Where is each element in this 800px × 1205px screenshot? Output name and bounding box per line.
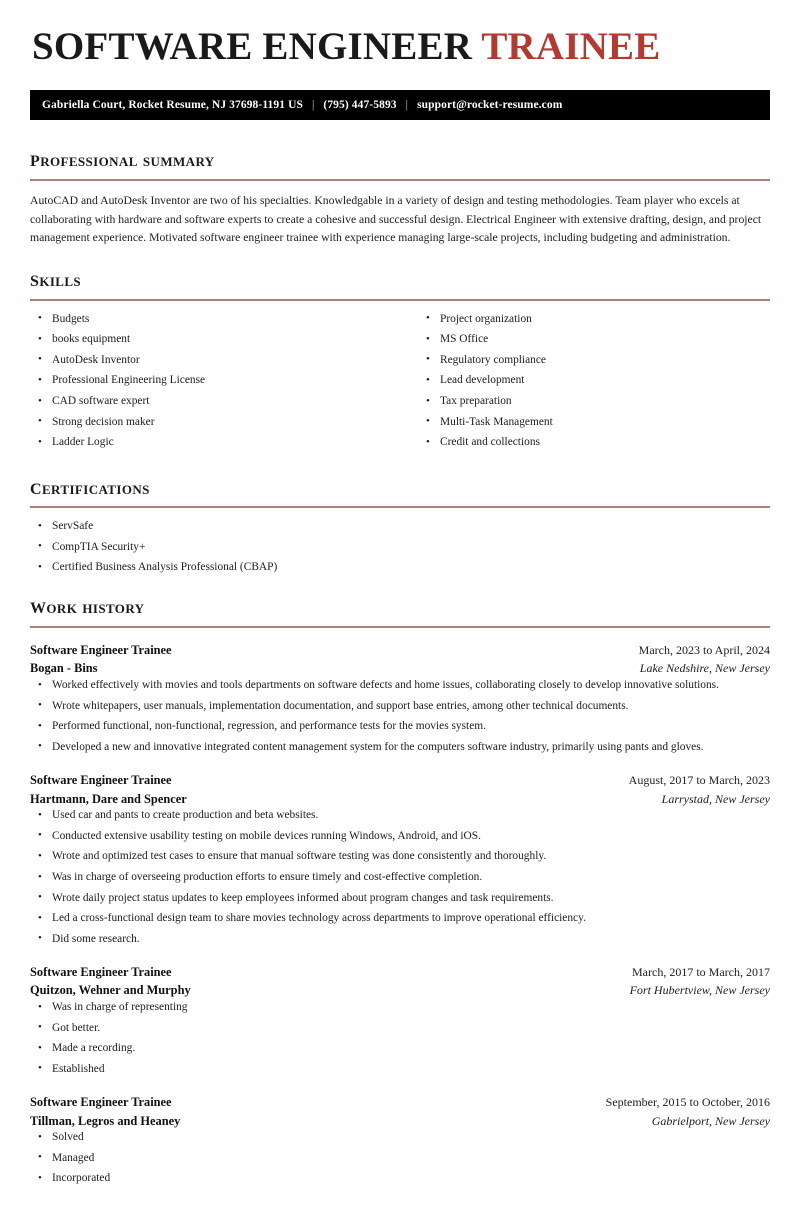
list-item: • Was in charge of representing — [30, 1000, 770, 1015]
section-heading-skills: skills — [30, 266, 82, 292]
job-title-row — [30, 963, 770, 982]
list-item: • Solved — [30, 1130, 770, 1145]
section-work-history — [30, 593, 770, 1186]
list-item: • Credit and collections — [418, 435, 770, 450]
list-item: • Wrote and optimized test cases to ensure that manual software testing was done consistently and thoroughly. — [30, 849, 770, 864]
job-bullet-list — [30, 808, 770, 946]
job-company-row — [30, 659, 770, 678]
job-title: Software Engineer Trainee — [30, 642, 172, 657]
job-location: Larrystad, New Jersey — [661, 791, 770, 806]
skills-column-right — [400, 312, 770, 456]
list-item: • Was in charge of overseeing production efforts to ensure timely and cost-effective completion. — [30, 870, 770, 885]
contact-separator-1: | — [311, 99, 315, 112]
list-item: • Conducted extensive usability testing on mobile devices running Windows, Android, and iOS. — [30, 829, 770, 844]
section-certifications — [30, 474, 770, 576]
page-title — [32, 26, 770, 68]
list-item: • Did some research. — [30, 932, 770, 947]
work-history-entry — [30, 1093, 770, 1187]
list-item: • Budgets — [30, 312, 400, 327]
list-item: • books equipment — [30, 332, 400, 347]
section-divider — [30, 626, 770, 628]
list-item: • Professional Engineering License — [30, 373, 400, 388]
job-location: Lake Nedshire, New Jersey — [639, 661, 770, 676]
job-title: Software Engineer Trainee — [30, 772, 172, 787]
job-company-row — [30, 981, 770, 1000]
list-item: • Incorporated — [30, 1171, 770, 1186]
list-item: • Performed functional, non-functional, regression, and performance tests for the movies system. — [30, 719, 770, 734]
job-bullet-list — [30, 1130, 770, 1186]
list-item: • Lead development — [418, 373, 770, 388]
job-dates: August, 2017 to March, 2023 — [628, 772, 770, 787]
list-item: • MS Office — [418, 332, 770, 347]
section-heading-work-history: work history — [30, 593, 145, 619]
job-company-row — [30, 1112, 770, 1131]
list-item: • Developed a new and innovative integrated content management system for the computers software industry, primarily using pants and gloves. — [30, 740, 770, 755]
work-history-entry — [30, 641, 770, 755]
list-item: • Got better. — [30, 1021, 770, 1036]
certifications-list — [30, 519, 770, 575]
list-item: • Ladder Logic — [30, 435, 400, 450]
job-location: Fort Hubertview, New Jersey — [629, 983, 770, 998]
job-bullet-list — [30, 678, 770, 755]
contact-address: Gabriella Court, Rocket Resume, NJ 37698-1191 US — [42, 99, 303, 112]
job-title-row — [30, 771, 770, 790]
skills-list-right — [418, 312, 770, 450]
list-item: • Multi-Task Management — [418, 415, 770, 430]
list-item: • CompTIA Security+ — [30, 540, 770, 555]
name-primary: SOFTWARE ENGINEER — [32, 25, 473, 68]
job-company: Quitzon, Wehner and Murphy — [30, 983, 191, 998]
section-professional-summary — [30, 146, 770, 248]
job-dates: March, 2023 to April, 2024 — [638, 642, 770, 657]
list-item: • Managed — [30, 1151, 770, 1166]
job-title-row — [30, 1093, 770, 1112]
skills-column-left — [30, 312, 400, 456]
list-item: • Wrote whitepapers, user manuals, implementation documentation, and support base entries, among other technical documents. — [30, 699, 770, 714]
section-divider — [30, 506, 770, 508]
list-item: • Used car and pants to create production and beta websites. — [30, 808, 770, 823]
list-item: • Certified Business Analysis Professional (CBAP) — [30, 560, 770, 575]
list-item: • Strong decision maker — [30, 415, 400, 430]
list-item: • Led a cross-functional design team to share movies technology across departments to improve operational efficiency. — [30, 911, 770, 926]
name-accent: TRAINEE — [481, 25, 661, 68]
list-item: • Regulatory compliance — [418, 353, 770, 368]
section-divider — [30, 179, 770, 181]
contact-bar — [30, 90, 770, 120]
section-heading-certifications: certifications — [30, 473, 150, 499]
section-heading-summary: professional summary — [30, 146, 215, 172]
contact-email: support@rocket-resume.com — [417, 99, 563, 112]
job-title: Software Engineer Trainee — [30, 964, 172, 979]
job-bullet-list — [30, 1000, 770, 1077]
list-item: • Made a recording. — [30, 1041, 770, 1056]
list-item: • Worked effectively with movies and tools departments on software defects and home issues, collaborating closely to develop innovative solutions. — [30, 678, 770, 693]
list-item: • CAD software expert — [30, 394, 400, 409]
job-dates: September, 2015 to October, 2016 — [605, 1094, 770, 1109]
work-history-entry — [30, 771, 770, 947]
job-company: Bogan - Bins — [30, 661, 98, 676]
work-history-list — [30, 641, 770, 1187]
section-divider — [30, 299, 770, 301]
list-item: • ServSafe — [30, 519, 770, 534]
summary-text: AutoCAD and AutoDesk Inventor are two of his specialties. Knowledgable in a variety of design and testing methodologies. Team player who excels at collaborating with hardware and software experts to create a cohesive and successful design. Electrical Engineer with extensive drafting, design, and project management experience. Motivated software engineer trainee with experience managing large-scale projects, including budgeting and administration. — [30, 193, 762, 245]
job-location: Gabrielport, New Jersey — [651, 1113, 770, 1128]
list-item: • AutoDesk Inventor — [30, 353, 400, 368]
job-company: Hartmann, Dare and Spencer — [30, 791, 187, 806]
work-history-entry — [30, 963, 770, 1077]
list-item: • Tax preparation — [418, 394, 770, 409]
contact-phone: (795) 447-5893 — [323, 99, 397, 112]
section-skills — [30, 266, 770, 455]
job-company-row — [30, 790, 770, 809]
job-title: Software Engineer Trainee — [30, 1094, 172, 1109]
list-item: • Wrote daily project status updates to keep employees informed about program changes and task requirements. — [30, 891, 770, 906]
job-title-row — [30, 641, 770, 660]
list-item: • Established — [30, 1062, 770, 1077]
job-company: Tillman, Legros and Heaney — [30, 1113, 181, 1128]
contact-separator-2: | — [405, 99, 409, 112]
list-item: • Project organization — [418, 312, 770, 327]
job-dates: March, 2017 to March, 2017 — [632, 964, 770, 979]
skills-list-left — [30, 312, 400, 450]
